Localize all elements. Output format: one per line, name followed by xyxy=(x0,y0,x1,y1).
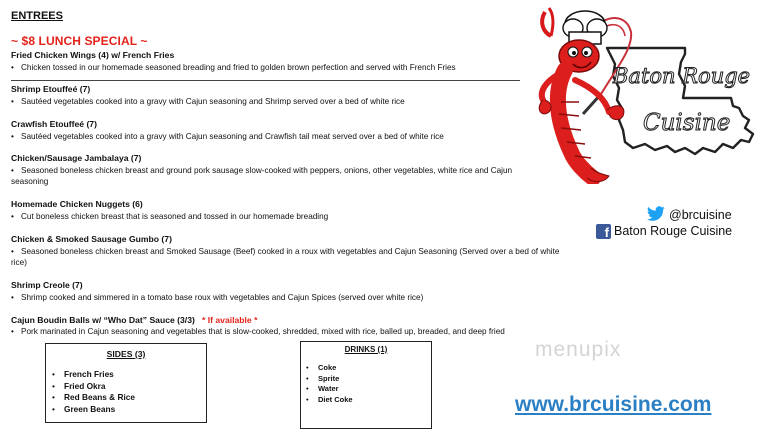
entree-title: Crawfish Etouffeé (7) xyxy=(11,119,97,129)
drinks-box xyxy=(300,341,432,429)
entree-desc: • Sautéed vegetables cooked into a gravy with Cajun seasoning and Crawfish tail meat served over a bed of white rice xyxy=(11,132,444,141)
crawfish-chef-logo-icon xyxy=(535,2,765,184)
entree-title xyxy=(11,315,257,325)
entree-title: Shrimp Creole (7) xyxy=(11,280,83,290)
twitter-handle[interactable] xyxy=(646,206,732,225)
sides-box xyxy=(45,343,207,423)
list-item: • Red Beans & Rice xyxy=(52,392,206,404)
entree-title: Homemade Chicken Nuggets (6) xyxy=(11,199,143,209)
entree-desc: • Sautéed vegetables cooked into a gravy with Cajun seasoning and Shrimp served over a bed of white rice xyxy=(11,97,405,106)
sides-title: SIDES (3) xyxy=(106,349,146,359)
entree-desc-text: Shrimp cooked and simmered in a tomato base roux with vegetables and Cajun Spices (served over white rice) xyxy=(21,293,424,302)
list-item: • Green Beans xyxy=(52,404,206,416)
entree-desc-text: Pork marinated in Cajun seasoning and vegetables that is slow-cooked, shredded, mixed with rice, balled up, breaded, and deep fried xyxy=(21,327,505,336)
logo-line-2: Cuisine xyxy=(643,110,731,136)
sides-list xyxy=(52,369,206,415)
list-item: • Water xyxy=(306,384,431,395)
list-item: • Coke xyxy=(306,363,431,374)
entree-desc-text: Cut boneless chicken breast that is seasoned and tossed in our homemade breading xyxy=(21,212,329,221)
list-item: • French Fries xyxy=(52,369,206,381)
entree-desc-text: Sautéed vegetables cooked into a gravy with Cajun seasoning and Crawfish tail meat served over a bed of white rice xyxy=(21,132,444,141)
drinks-list xyxy=(306,363,431,405)
entree-desc: • Cut boneless chicken breast that is seasoned and tossed in our homemade breading xyxy=(11,212,329,221)
entree-title-text: Cajun Boudin Balls w/ “Who Dat” Sauce (3/3) xyxy=(11,315,195,325)
logo xyxy=(535,2,765,184)
twitter-bird-icon xyxy=(646,206,666,225)
entree-desc: • Seasoned boneless chicken breast and Smoked Sausage (Beef) cooked in a roux with vegetables and Cajun Seasoning (Served over a bed of white rice) xyxy=(11,247,560,267)
list-item: • Sprite xyxy=(306,374,431,385)
entree-desc: • Seasoned boneless chicken breast and ground pork sausage slow-cooked with peppers, onions, other vegetables, white rice and Cajun seasoning xyxy=(11,166,513,186)
entree-title: Chicken & Smoked Sausage Gumbo (7) xyxy=(11,234,172,244)
facebook-page-text: Baton Rouge Cuisine xyxy=(614,224,733,238)
availability-note: * If available * xyxy=(202,315,258,325)
menu-heading: ENTREES xyxy=(11,10,63,22)
special-item-title: Fried Chicken Wings (4) w/ French Fries xyxy=(11,50,175,60)
facebook-page[interactable] xyxy=(596,224,732,239)
lunch-special-title: ~ $8 LUNCH SPECIAL ~ xyxy=(11,34,148,48)
entree-desc-text: Sautéed vegetables cooked into a gravy with Cajun seasoning and Shrimp served over a bed of white rice xyxy=(21,97,405,106)
entree-desc-text: Seasoned boneless chicken breast and Smoked Sausage (Beef) cooked in a roux with vegetables and Cajun Seasoning (Served over a bed of white rice) xyxy=(11,247,560,267)
twitter-handle-text: @brcuisine xyxy=(669,208,732,222)
entree-desc: • Pork marinated in Cajun seasoning and vegetables that is slow-cooked, shredded, mixed with rice, balled up, breaded, and deep fried xyxy=(11,327,505,336)
logo-line-1: Baton Rouge xyxy=(613,64,751,88)
list-item: • Diet Coke xyxy=(306,395,431,406)
divider xyxy=(11,80,520,81)
website-link[interactable]: www.brcuisine.com xyxy=(515,393,712,416)
entree-desc-text: Seasoned boneless chicken breast and ground pork sausage slow-cooked with peppers, onions, other vegetables, white rice and Cajun seasoning xyxy=(11,166,513,186)
special-item-desc: • Chicken tossed in our homemade seasoned breading and fried to golden brown perfection and served with French Fries xyxy=(11,63,456,72)
menupix-watermark: menupix xyxy=(535,338,622,361)
facebook-icon: f xyxy=(596,224,611,239)
entree-desc: • Shrimp cooked and simmered in a tomato base roux with vegetables and Cajun Spices (served over white rice) xyxy=(11,293,424,302)
special-item-desc-text: Chicken tossed in our homemade seasoned breading and fried to golden brown perfection and served with French Fries xyxy=(21,63,456,72)
list-item: • Fried Okra xyxy=(52,381,206,393)
entree-title: Chicken/Sausage Jambalaya (7) xyxy=(11,153,142,163)
drinks-title: DRINKS (1) xyxy=(344,345,388,354)
entree-title: Shrimp Etouffeé (7) xyxy=(11,84,91,94)
